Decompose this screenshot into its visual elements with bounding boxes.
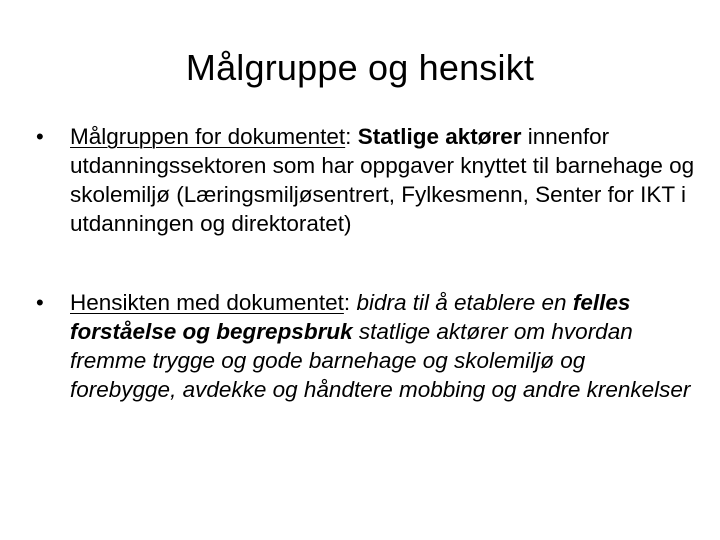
bullet-italic-text: bidra til å etablere en <box>356 290 567 315</box>
bullet-bold-italic-emphasis: felles forståelse og begrepsbruk <box>70 290 631 344</box>
bullet-body-text: innenfor utdanningssektoren som har oppgaver knyttet til barnehage og skolemiljø (Læringsmiljøsentrert, Fylkesmenn, Senter for IKT i utdanningen og direktoratet) <box>70 124 695 236</box>
slide-title: Målgruppe og hensikt <box>185 47 535 88</box>
bullet-target-group <box>36 122 696 238</box>
bullet-bold-emphasis: Statlige aktører <box>357 124 522 149</box>
bullet-list <box>36 122 696 404</box>
bullet-dot-icon: • <box>36 124 44 149</box>
bullet-lead-underlined: Målgruppen for dokumentet <box>70 124 346 149</box>
bullet-colon: : <box>345 124 352 149</box>
bullet-purpose <box>36 288 696 404</box>
bullet-italic-text: statlige aktører om hvordan fremme trygge og gode barnehage og skolemiljø og forebygge, avdekke og håndtere mobbing og andre krenkelser <box>70 319 691 402</box>
bullet-lead-underlined: Hensikten med dokumentet <box>70 290 344 315</box>
bullet-dot-icon: • <box>36 290 44 315</box>
bullet-colon: : <box>343 290 351 315</box>
